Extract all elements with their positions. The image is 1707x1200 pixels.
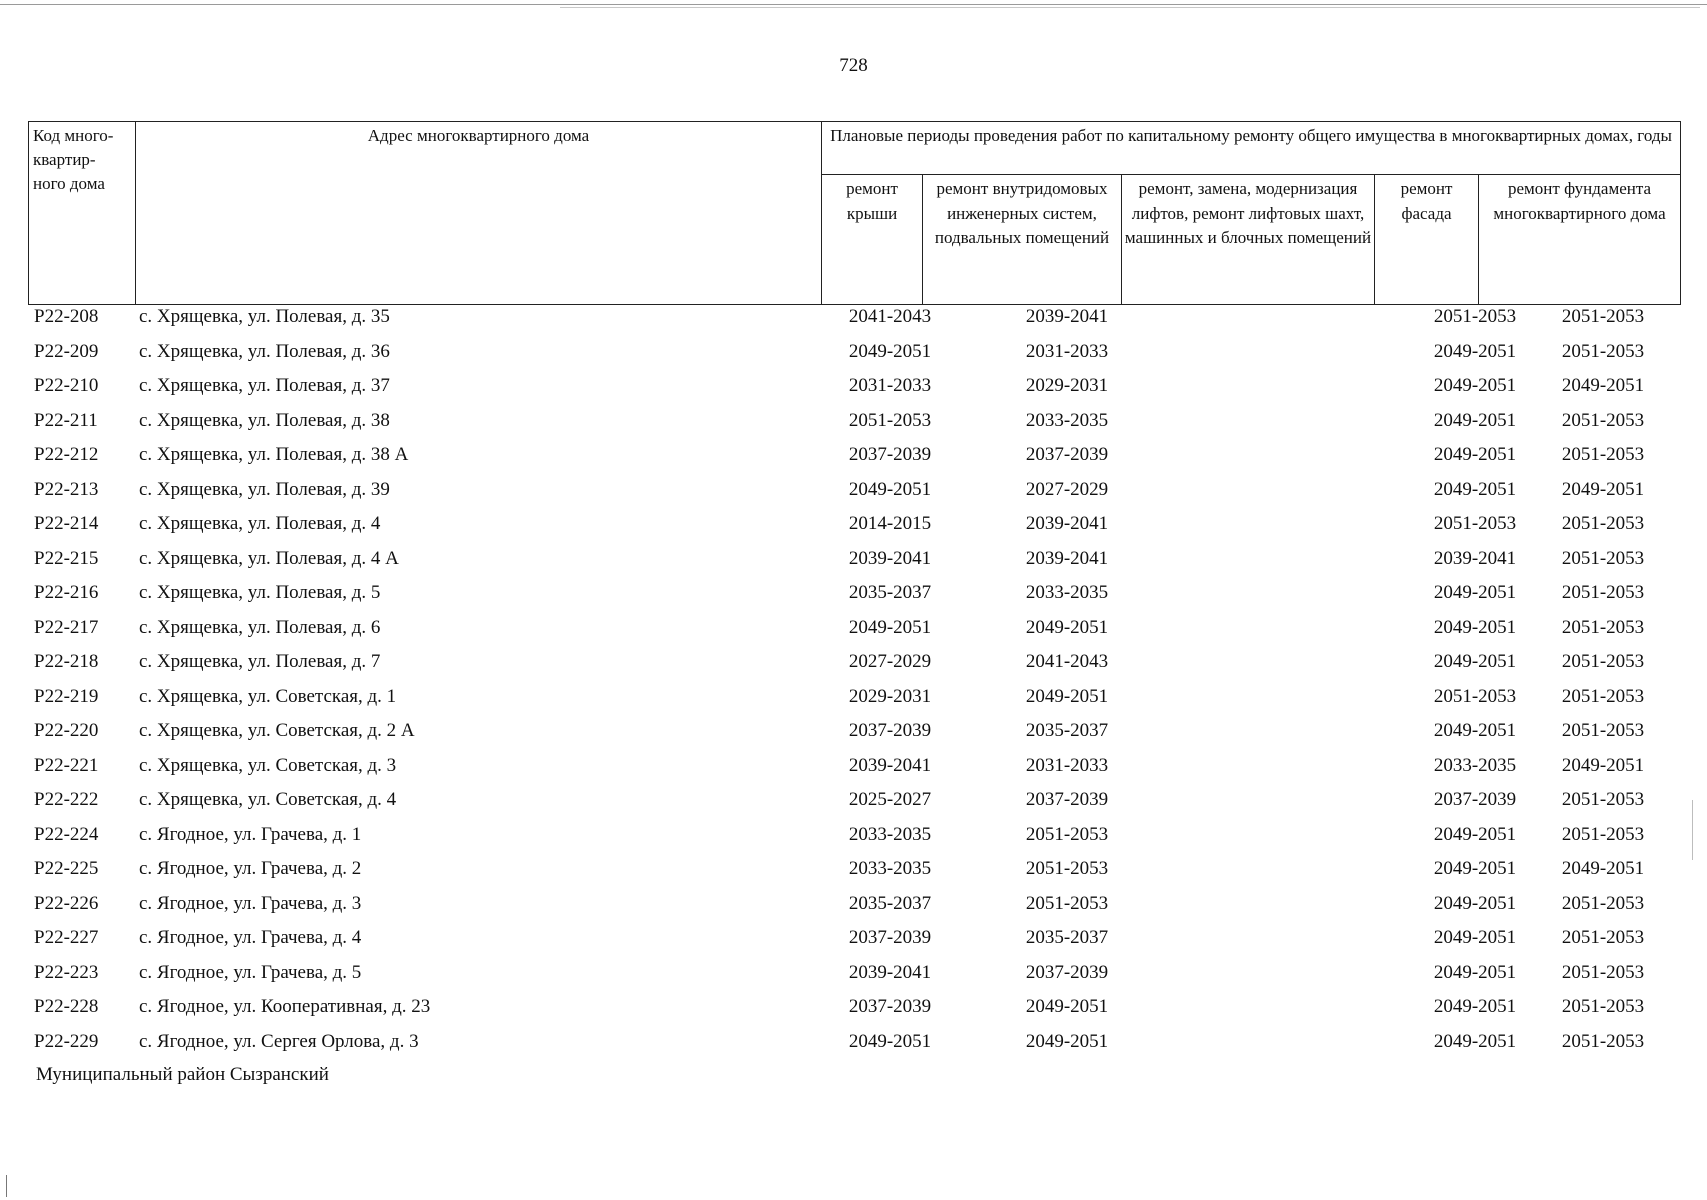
header-foundation: ремонт фундамента многоквартирного дома (1479, 175, 1681, 305)
scan-edge-mark (6, 1175, 7, 1197)
row-engineering-period: 2027-2029 (1025, 478, 1109, 500)
row-roof-period: 2049-2051 (848, 616, 932, 638)
row-engineering-period: 2049-2051 (1025, 685, 1109, 707)
header-elevators: ремонт, замена, модернизация лифтов, ремонт лифтовых шахт, машинных и блочных помещений (1122, 175, 1375, 305)
row-address: с. Хрящевка, ул. Советская, д. 3 (139, 754, 397, 776)
row-facade-period: 2049-2051 (1433, 340, 1517, 362)
row-foundation-period: 2049-2051 (1561, 375, 1645, 396)
row-address: с. Ягодное, ул. Грачева, д. 1 (139, 823, 362, 845)
row-code: Р22-215 (34, 547, 99, 569)
row-foundation-period: 2051-2053 (1561, 685, 1645, 707)
row-facade-period: 2051-2053 (1433, 685, 1517, 707)
row-code: Р22-229 (34, 1030, 99, 1052)
row-facade-period: 2049-2051 (1433, 892, 1517, 914)
row-roof-period: 2037-2039 (848, 444, 932, 465)
row-roof-period: 2039-2041 (848, 754, 932, 776)
row-engineering-period: 2031-2033 (1025, 754, 1109, 776)
row-foundation-period: 2049-2051 (1561, 754, 1645, 776)
row-roof-period: 2035-2037 (848, 892, 932, 914)
row-engineering-period: 2039-2041 (1025, 513, 1109, 534)
table-row (28, 994, 1680, 1029)
row-facade-period: 2049-2051 (1433, 409, 1517, 431)
table-row (28, 684, 1680, 719)
row-code: Р22-213 (34, 478, 99, 500)
row-engineering-period: 2031-2033 (1025, 340, 1109, 362)
row-engineering-period: 2029-2031 (1025, 375, 1109, 396)
row-engineering-period: 2037-2039 (1025, 444, 1109, 465)
row-code: Р22-228 (34, 996, 99, 1017)
row-code: Р22-210 (34, 375, 99, 396)
row-code: Р22-208 (34, 306, 99, 327)
row-facade-period: 2049-2051 (1433, 720, 1517, 741)
scan-edge-mark (1692, 800, 1693, 860)
row-address: с. Хрящевка, ул. Полевая, д. 4 А (139, 547, 399, 569)
page-number: 728 (839, 55, 868, 76)
row-roof-period: 2051-2053 (848, 409, 932, 431)
row-address: с. Хрящевка, ул. Полевая, д. 6 (139, 616, 381, 638)
row-engineering-period: 2049-2051 (1025, 616, 1109, 638)
row-address: с. Хрящевка, ул. Полевая, д. 5 (139, 582, 381, 603)
row-code: Р22-226 (34, 892, 99, 914)
row-roof-period: 2027-2029 (848, 651, 932, 672)
row-foundation-period: 2051-2053 (1561, 823, 1645, 845)
table-row (28, 339, 1680, 374)
row-foundation-period: 2051-2053 (1561, 961, 1645, 983)
table-row (28, 891, 1680, 926)
row-roof-period: 2039-2041 (848, 961, 932, 983)
row-address: с. Хрящевка, ул. Полевая, д. 4 (139, 513, 381, 534)
scan-top-rule-faint (560, 7, 1700, 8)
row-engineering-period: 2033-2035 (1025, 409, 1109, 431)
row-facade-period: 2049-2051 (1433, 375, 1517, 396)
row-foundation-period: 2051-2053 (1561, 340, 1645, 362)
row-roof-period: 2031-2033 (848, 375, 932, 396)
table-body (28, 304, 1680, 1063)
row-engineering-period: 2037-2039 (1025, 789, 1109, 810)
row-facade-period: 2049-2051 (1433, 996, 1517, 1017)
row-code: Р22-214 (34, 513, 99, 534)
table-row (28, 373, 1680, 408)
row-foundation-period: 2051-2053 (1561, 651, 1645, 672)
table-row (28, 511, 1680, 546)
row-facade-period: 2049-2051 (1433, 823, 1517, 845)
row-facade-period: 2049-2051 (1433, 616, 1517, 638)
row-code: Р22-219 (34, 685, 99, 707)
row-address: с. Ягодное, ул. Сергея Орлова, д. 3 (139, 1030, 419, 1052)
row-facade-period: 2049-2051 (1433, 444, 1517, 465)
table-row (28, 615, 1680, 650)
header-engineering: ремонт внутридомовых инженерных систем, подвальных помещений (923, 175, 1122, 305)
row-roof-period: 2039-2041 (848, 547, 932, 569)
row-roof-period: 2037-2039 (848, 927, 932, 948)
table-row (28, 960, 1680, 995)
table-row (28, 649, 1680, 684)
table-row (28, 753, 1680, 788)
row-engineering-period: 2039-2041 (1025, 306, 1109, 327)
row-roof-period: 2033-2035 (848, 858, 932, 879)
row-facade-period: 2051-2053 (1433, 513, 1517, 534)
row-foundation-period: 2051-2053 (1561, 996, 1645, 1017)
row-foundation-period: 2049-2051 (1561, 478, 1645, 500)
row-address: с. Ягодное, ул. Грачева, д. 4 (139, 927, 362, 948)
row-address: с. Хрящевка, ул. Советская, д. 1 (139, 685, 397, 707)
row-engineering-period: 2035-2037 (1025, 927, 1109, 948)
row-address: с. Ягодное, ул. Грачева, д. 5 (139, 961, 362, 983)
row-address: с. Хрящевка, ул. Советская, д. 2 А (139, 720, 415, 741)
row-code: Р22-212 (34, 444, 99, 465)
row-code: Р22-211 (34, 409, 98, 431)
table-row (28, 477, 1680, 512)
row-engineering-period: 2039-2041 (1025, 547, 1109, 569)
row-engineering-period: 2037-2039 (1025, 961, 1109, 983)
row-address: с. Хрящевка, ул. Полевая, д. 7 (139, 651, 381, 672)
row-facade-period: 2049-2051 (1433, 582, 1517, 603)
table-row (28, 580, 1680, 615)
row-engineering-period: 2051-2053 (1025, 823, 1109, 845)
table-row (28, 856, 1680, 891)
row-roof-period: 2041-2043 (848, 306, 932, 327)
row-facade-period: 2037-2039 (1433, 789, 1517, 810)
table-row (28, 408, 1680, 443)
row-address: с. Хрящевка, ул. Полевая, д. 38 А (139, 444, 409, 465)
row-facade-period: 2049-2051 (1433, 651, 1517, 672)
row-roof-period: 2049-2051 (848, 1030, 932, 1052)
table-row (28, 822, 1680, 857)
row-address: с. Ягодное, ул. Кооперативная, д. 23 (139, 996, 431, 1017)
municipal-district-heading: Муниципальный район Сызранский (36, 1064, 329, 1085)
row-roof-period: 2037-2039 (848, 720, 932, 741)
row-roof-period: 2025-2027 (848, 789, 932, 810)
row-code: Р22-216 (34, 582, 99, 603)
row-facade-period: 2051-2053 (1433, 306, 1517, 327)
row-foundation-period: 2051-2053 (1561, 789, 1645, 810)
row-code: Р22-225 (34, 858, 99, 879)
row-address: с. Ягодное, ул. Грачева, д. 3 (139, 892, 362, 914)
header-code: Код много- квартир- ного дома (29, 122, 136, 305)
scan-top-rule (0, 4, 1707, 5)
row-facade-period: 2049-2051 (1433, 478, 1517, 500)
table-row (28, 787, 1680, 822)
row-roof-period: 2049-2051 (848, 340, 932, 362)
row-foundation-period: 2051-2053 (1561, 513, 1645, 534)
row-roof-period: 2049-2051 (848, 478, 932, 500)
table-row (28, 925, 1680, 960)
row-engineering-period: 2051-2053 (1025, 858, 1109, 879)
row-foundation-period: 2051-2053 (1561, 927, 1645, 948)
row-foundation-period: 2051-2053 (1561, 582, 1645, 603)
row-foundation-period: 2051-2053 (1561, 720, 1645, 741)
row-foundation-period: 2051-2053 (1561, 892, 1645, 914)
row-code: Р22-221 (34, 754, 99, 776)
header-address: Адрес многоквартирного дома (136, 122, 822, 305)
row-foundation-period: 2049-2051 (1561, 858, 1645, 879)
row-code: Р22-209 (34, 340, 99, 362)
row-code: Р22-222 (34, 789, 99, 810)
row-facade-period: 2049-2051 (1433, 1030, 1517, 1052)
row-facade-period: 2049-2051 (1433, 927, 1517, 948)
table-row (28, 546, 1680, 581)
row-engineering-period: 2049-2051 (1025, 996, 1109, 1017)
table-header (28, 121, 1681, 305)
row-foundation-period: 2051-2053 (1561, 547, 1645, 569)
row-engineering-period: 2035-2037 (1025, 720, 1109, 741)
row-facade-period: 2039-2041 (1433, 547, 1517, 569)
row-roof-period: 2029-2031 (848, 685, 932, 707)
row-foundation-period: 2051-2053 (1561, 1030, 1645, 1052)
row-code: Р22-224 (34, 823, 99, 845)
row-roof-period: 2033-2035 (848, 823, 932, 845)
row-engineering-period: 2051-2053 (1025, 892, 1109, 914)
row-address: с. Хрящевка, ул. Советская, д. 4 (139, 789, 397, 810)
row-facade-period: 2033-2035 (1433, 754, 1517, 776)
row-foundation-period: 2051-2053 (1561, 409, 1645, 431)
table-row (28, 1029, 1680, 1064)
table-row (28, 442, 1680, 477)
row-foundation-period: 2051-2053 (1561, 306, 1645, 327)
row-code: Р22-227 (34, 927, 99, 948)
row-engineering-period: 2049-2051 (1025, 1030, 1109, 1052)
row-address: с. Хрящевка, ул. Полевая, д. 36 (139, 340, 390, 362)
row-code: Р22-218 (34, 651, 99, 672)
table-row (28, 718, 1680, 753)
row-address: с. Хрящевка, ул. Полевая, д. 35 (139, 306, 390, 327)
row-roof-period: 2035-2037 (848, 582, 932, 603)
row-address: с. Хрящевка, ул. Полевая, д. 37 (139, 375, 390, 396)
row-roof-period: 2037-2039 (848, 996, 932, 1017)
header-roof: ремонт крыши (822, 175, 923, 305)
row-code: Р22-220 (34, 720, 99, 741)
row-address: с. Ягодное, ул. Грачева, д. 2 (139, 858, 362, 879)
row-foundation-period: 2051-2053 (1561, 444, 1645, 465)
row-facade-period: 2049-2051 (1433, 858, 1517, 879)
row-facade-period: 2049-2051 (1433, 961, 1517, 983)
row-roof-period: 2014-2015 (848, 513, 932, 534)
row-address: с. Хрящевка, ул. Полевая, д. 39 (139, 478, 390, 500)
header-periods: Плановые периоды проведения работ по капитальному ремонту общего имущества в многоквартирных домах, годы (822, 122, 1681, 175)
row-code: Р22-223 (34, 961, 99, 983)
table-row (28, 304, 1680, 339)
row-address: с. Хрящевка, ул. Полевая, д. 38 (139, 409, 390, 431)
row-engineering-period: 2033-2035 (1025, 582, 1109, 603)
row-foundation-period: 2051-2053 (1561, 616, 1645, 638)
row-code: Р22-217 (34, 616, 99, 638)
row-engineering-period: 2041-2043 (1025, 651, 1109, 672)
header-facade: ремонт фасада (1375, 175, 1479, 305)
